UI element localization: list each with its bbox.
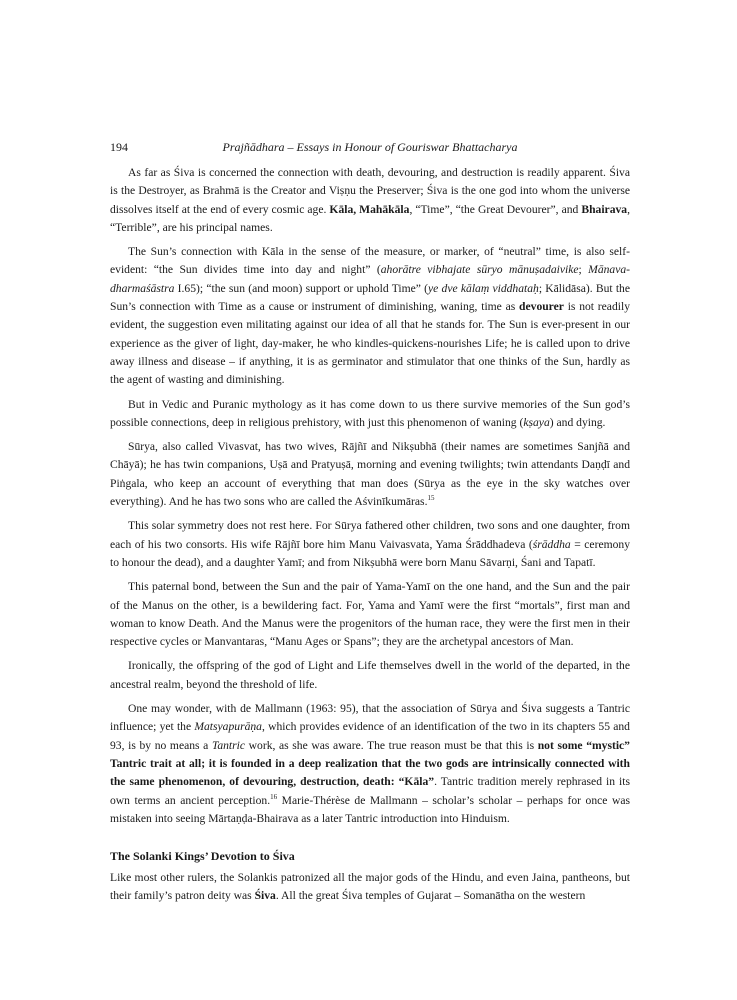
bold-text: Bhairava — [581, 202, 628, 216]
section-paragraph — [110, 869, 630, 906]
text-run: Sūrya, also called Vivasvat, has two wives, Rājñī and Nikṣubhā (their names are sometimes Sanjñā and Chāyā); he has twin companions, Uṣā and Pratyuṣā, morning and evening twilights; twin attendants Daṇḍī and Piṅgala, who keep an account of everything that man does (Sūrya as the eye in the sky watches over everything). And he has two sons who are called the Aśvinīkumāras. — [110, 440, 630, 509]
italic-text: śrāddha — [532, 537, 571, 551]
italic-text: Tantric — [211, 738, 246, 752]
text-run: But in Vedic and Puranic mythology as it has come down to us there survive memories of the Sun god’s possible connections, deep in religious prehistory, with just this phenomenon of waning ( — [110, 397, 630, 429]
text-run: This solar symmetry does not rest here. For Sūrya fathered other children, two sons and one daughter, from each of his two consorts. His wife Rājñī bore him Manu Vaivasvata, Yama Śrāddhadeva ( — [110, 519, 630, 551]
text-run: As far as Śiva is concerned the connection with death, devouring, and destruction is readily apparent. Śiva is the Destroyer, as Brahmā is the Creator and Viṣṇu the Preserver; Śiva is the one god into whom the universe dissolves itself at the end of every cosmic age. — [110, 166, 630, 216]
text-run: ; Kālidāsa). But the Sun’s connection with Time as a cause or instrument of diminishing, waning, time as — [110, 281, 630, 314]
text-run: Like most other rulers, the Solankis patronized all the major gods of the Hindu, and even Jaina, pantheons, but their family’s patron deity was — [110, 871, 630, 903]
body-text — [110, 164, 630, 912]
italic-text: Matsyapurāṇa — [194, 720, 262, 734]
italic-text: kṣaya — [523, 415, 550, 429]
running-title: Prajñādhara – Essays in Honour of Gouriswar Bhattacharya — [222, 140, 518, 154]
text-run: ; — [578, 263, 589, 277]
footnote-marker: 15 — [427, 494, 435, 503]
text-run: This paternal bond, between the Sun and the pair of Yama-Yamī on the one hand, and the Sun and the pair of the Manus on the other, is a bewildering fact. For, Yama and Yamī were the first “mortals”, first man and woman to know Death. And the Manus were the progenitors of the human race, they were the first men in their respective cycles or Manvantaras, “Manu Ages or Spans”; they are the archetypal ancestors of Man. — [110, 580, 630, 649]
text-run: , “Time”, “the Great Devourer”, and — [409, 202, 582, 216]
paragraph — [110, 700, 630, 828]
text-run: Ironically, the offspring of the god of Light and Life themselves dwell in the world of the departed, in the ancestral realm, beyond the threshold of life. — [110, 659, 630, 691]
paragraph — [110, 657, 630, 694]
footnote-marker: 16 — [270, 792, 278, 801]
section-heading: The Solanki Kings’ Devotion to Śiva — [110, 849, 295, 864]
text-run: , “Terrible”, are his principal names. — [110, 202, 630, 234]
bold-text: Śiva — [254, 889, 276, 903]
text-run: The Sun’s connection with Kāla in the sense of the measure, or marker, of “neutral” time, is also self-evident: “the Sun divides time into day and night” ( — [110, 245, 630, 277]
text-run: is not readily evident, the suggestion even militating against our idea of all that he stands for. The Sun is ever-present in our experience as the giver of light, day-maker, he who kindles-quickens-nourishes Life; he is called upon to drive away illness and disease – if anything, it is as germinator and stimulator that one thinks of the Sun, hardly as the agent of wasting and diminishing. — [110, 300, 630, 387]
paragraph — [110, 164, 630, 237]
italic-text: Mānava-dharmaśāstra — [110, 263, 631, 295]
text-run: ) and dying. — [549, 415, 606, 429]
bold-text: devourer — [519, 300, 564, 314]
paragraph — [110, 396, 630, 433]
italic-text: ye dve kālaṃ viddhataḥ — [428, 281, 539, 295]
italic-text: ahorātre vibhajate sūryo mānuṣadaivike — [380, 263, 579, 277]
paragraph — [110, 517, 630, 572]
text-run: I.65); “the sun (and moon) support or uphold Time” ( — [174, 281, 429, 295]
text-run: Marie-Thérèse de Mallmann – scholar’s scholar – perhaps for once was mistaken into seeing Mārtaṇḍa-Bhairava as a later Tantric introduction into Hinduism. — [110, 793, 631, 825]
text-run: . All the great Śiva temples of Gujarat – Somanātha on the western — [275, 889, 586, 903]
paragraph — [110, 578, 630, 651]
paragraph — [110, 243, 630, 389]
text-run: , which provides evidence of an identification of the two in its chapters 55 and 93, is by no means a — [110, 720, 630, 752]
paragraph — [110, 438, 630, 511]
bold-text: not some “mystic” Tantric trait at all; it is founded in a deep realization that the two gods are intrinsically connected with the same phenomenon, of devouring, destruction, death: “Kāla” — [110, 738, 630, 789]
bold-text: Kāla, Mahākāla — [329, 202, 410, 216]
text-run: work, as she was aware. The true reason must be that this is — [245, 738, 538, 752]
text-run: One may wonder, with de Mallmann (1963: 95), that the association of Sūrya and Śiva suggests a Tantric influence; yet the — [110, 702, 630, 734]
text-run: = ceremony to honour the dead), and a daughter Yamī; and from Nikṣubhā were born Manu Sāvarṇi, Śani and Tapatī. — [110, 537, 630, 569]
text-run: . Tantric tradition merely rephrased in its own terms an ancient perception. — [110, 775, 630, 807]
page-number: 194 — [110, 140, 128, 154]
